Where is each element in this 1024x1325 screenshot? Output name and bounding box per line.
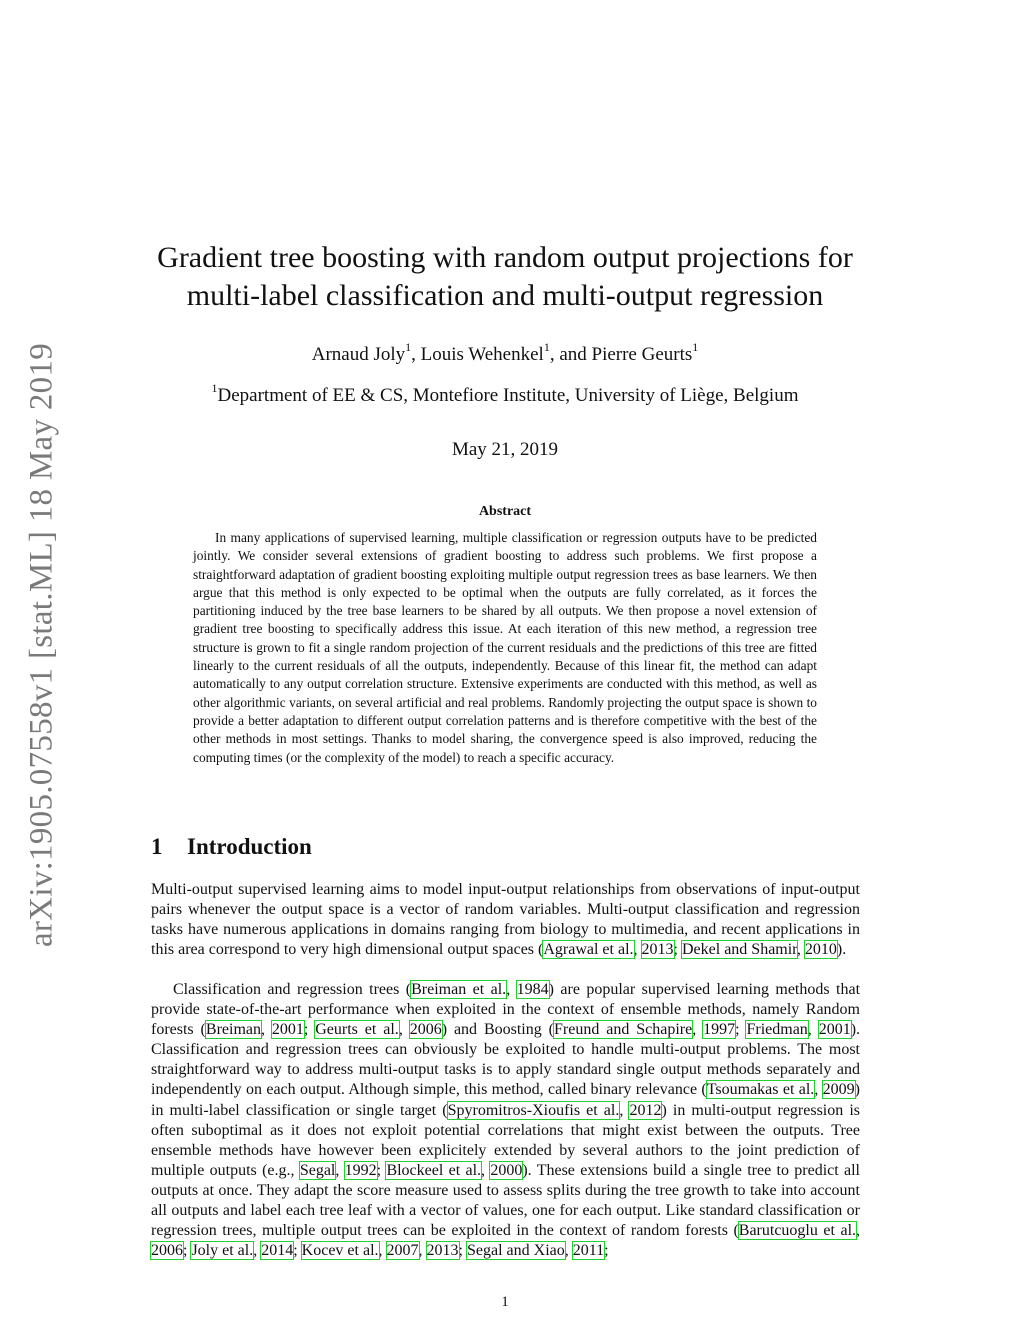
affiliation-mark: 1 — [211, 380, 218, 395]
author-affiliation-mark: 1 — [405, 339, 412, 354]
author-separator: , and — [549, 344, 592, 365]
section-heading — [151, 834, 312, 860]
abstract-heading: Abstract — [478, 504, 532, 519]
paragraph-text: , — [814, 1081, 823, 1099]
author-name: Pierre Geurts — [591, 344, 693, 365]
paragraph-text: ) and Boosting ( — [441, 1021, 554, 1039]
paragraph-text: ; — [458, 1242, 467, 1260]
citation-link[interactable]: 2014 — [261, 1242, 294, 1260]
paragraph-text: , — [796, 941, 805, 959]
citation-link[interactable]: 2013 — [641, 941, 674, 959]
author-separator: , — [411, 344, 421, 365]
citation-link[interactable]: Geurts et al. — [315, 1021, 399, 1039]
author-name: Arnaud Joly — [311, 344, 406, 365]
citation-link[interactable]: Friedman — [746, 1021, 808, 1039]
paragraph-text: ) in multi-output regression is often suboptimal as it does not exploit potential correlations that might exist between the outputs. Tree ensemble methods have however been explicitely extended by several authors to the joint prediction of multiple outputs (e.g., — [151, 1101, 861, 1179]
paragraph-text: , — [418, 1242, 427, 1260]
citation-link[interactable]: Barutcuoglu et al. — [738, 1222, 857, 1240]
paragraph-text: , — [378, 1242, 387, 1260]
paragraph-text: ). Classification and regression trees can obviously be exploited to handle multi-output problems. The most straightforward way to address multi-output tasks is to apply standard single output methods separately and independently on each output. Although simple, this method, called binary relevance ( — [151, 1021, 861, 1099]
paragraph-text: , — [481, 1161, 491, 1179]
citation-link[interactable]: 2006 — [409, 1021, 442, 1039]
paragraph-text: , — [253, 1242, 262, 1260]
section-title: Introduction — [187, 834, 312, 859]
citation-link[interactable]: Dekel and Shamir — [681, 941, 797, 959]
publication-date: May 21, 2019 — [451, 439, 559, 460]
paragraph-text: , — [260, 1021, 272, 1039]
citation-link[interactable]: Segal and Xiao — [466, 1242, 565, 1260]
citation-link[interactable]: Tsoumakas et al. — [706, 1081, 815, 1099]
paragraph-text: Classification and regression trees ( — [173, 981, 412, 998]
paragraph-text: ; — [303, 1021, 316, 1039]
paper-title-line-1: Gradient tree boosting with random output projections for — [157, 241, 853, 274]
paragraph-text: ). These extensions build a single tree to predict all outputs at once. They adapt the score measure used to assess splits during the tree growth to take into account all outputs and label each tree leaf with a vector of values, one for each output. Like standard classification or regression trees, multiple output trees can be exploited in the context of random forests ( — [151, 1161, 860, 1240]
paragraph-text: , — [692, 1021, 704, 1039]
author-list — [0, 339, 1010, 366]
citation-link[interactable]: 1992 — [344, 1161, 377, 1179]
author-affiliation-mark: 1 — [543, 339, 550, 354]
citation-link[interactable]: Breiman et al. — [411, 981, 507, 998]
paragraph-text: , — [619, 1101, 630, 1119]
paragraph-text: , — [506, 981, 517, 998]
page-number: 1 — [501, 1294, 509, 1310]
paragraph-text: , — [398, 1021, 410, 1039]
citation-link[interactable]: Blockeel et al. — [386, 1161, 482, 1179]
intro-paragraph-1 — [151, 880, 860, 960]
citation-link[interactable]: 2000 — [490, 1161, 523, 1179]
citation-link[interactable]: 2009 — [822, 1081, 855, 1099]
paper-title — [0, 239, 1010, 315]
author-name: Louis Wehenkel — [420, 344, 544, 365]
paragraph-text: , — [807, 1021, 819, 1039]
citation-link[interactable]: Spyromitros-Xioufis et al. — [447, 1101, 620, 1119]
citation-link[interactable]: 2001 — [271, 1021, 304, 1039]
abstract-body: In many applications of supervised learning, multiple classification or regression outputs have to be predicted jointly. We consider several extensions of gradient boosting to address such problems. We first propose a straightforward adaptation of gradient boosting exploiting multiple output regression trees as base learners. We then argue that this method is only expected to be optimal when the outputs are fully correlated, as it forces the partitioning induced by the tree base learners to be shared by all outputs. We then propose a novel extension of gradient tree boosting to specifically address this issue. At each iteration of this new method, a regression tree structure is grown to fit a single random projection of the current residuals and the predictions of this tree are fitted linearly to the current residuals of all the outputs, independently. Because of this linear fit, the method can adapt automatically to any output correlation structure. Extensive experiments are conducted with this method, as well as other algorithmic variants, on several artificial and real problems. Randomly projecting the output space is shown to provide a better adaptation to different output correlation patterns and is therefore competitive with the best of the other methods in most settings. Thanks to model sharing, the convergence speed is also improved, reducing the computing times (or the complexity of the model) to reach a specific accuracy. — [193, 530, 817, 765]
paragraph-text: ) are popular supervised learning methods that provide state-of-the-art performance when exploited in the context of ensemble methods, namely Random forests ( — [151, 981, 861, 1039]
author-affiliation-mark: 1 — [692, 339, 699, 354]
citation-link[interactable]: Breiman — [205, 1021, 261, 1039]
paragraph-text: , — [633, 941, 642, 959]
citation-link[interactable]: 2006 — [151, 1242, 183, 1260]
citation-link[interactable]: Segal — [299, 1161, 336, 1179]
arxiv-identifier-stamp: arXiv:1905.07558v1 [stat.ML] 18 May 2019 — [23, 342, 60, 948]
paragraph-text: ; — [673, 941, 682, 959]
paragraph-text: ; — [293, 1242, 302, 1260]
paragraph-text: ; — [376, 1161, 387, 1179]
paragraph-text: ; — [183, 1242, 192, 1260]
paragraph-text: ). — [836, 941, 847, 959]
citation-link[interactable]: Joly et al. — [191, 1242, 254, 1260]
citation-link[interactable]: 2001 — [818, 1021, 851, 1039]
affiliation — [0, 380, 1010, 407]
paragraph-text: , — [856, 1222, 861, 1240]
citation-link[interactable]: 1984 — [516, 981, 549, 998]
citation-link[interactable]: 2007 — [386, 1242, 419, 1260]
citation-link[interactable]: 1997 — [703, 1021, 736, 1039]
paragraph-text: , — [335, 1161, 345, 1179]
citation-link[interactable]: Freund and Schapire — [553, 1021, 693, 1039]
citation-link[interactable]: Agrawal et al. — [543, 941, 634, 959]
affiliation-text: Department of EE & CS, Montefiore Institute, University of Liège, Belgium — [217, 385, 799, 406]
paragraph-text: ) in multi-label classification or single target ( — [151, 1081, 860, 1119]
paper-title-line-2: multi-label classification and multi-output regression — [186, 279, 824, 312]
paragraph-text: Multi-output supervised learning aims to model input-output relationships from observations of input-output pairs whenever the output space is a vector of random variables. Multi-output classification and regression tasks have numerous applications in domains ranging from biology to multimedia, and recent applications in this area correspond to very high dimensional output spaces ( — [151, 881, 860, 959]
citation-link[interactable]: 2012 — [629, 1101, 662, 1119]
intro-paragraph-2 — [151, 980, 860, 1261]
paragraph-text: ; — [604, 1242, 609, 1260]
citation-link[interactable]: 2010 — [804, 941, 837, 959]
paragraph-text: , — [564, 1242, 573, 1260]
citation-link[interactable]: 2011 — [572, 1242, 605, 1260]
section-number: 1 — [151, 834, 163, 859]
paragraph-text: ; — [735, 1021, 747, 1039]
citation-link[interactable]: Kocev et al. — [301, 1242, 379, 1260]
citation-link[interactable]: 2013 — [426, 1242, 459, 1260]
